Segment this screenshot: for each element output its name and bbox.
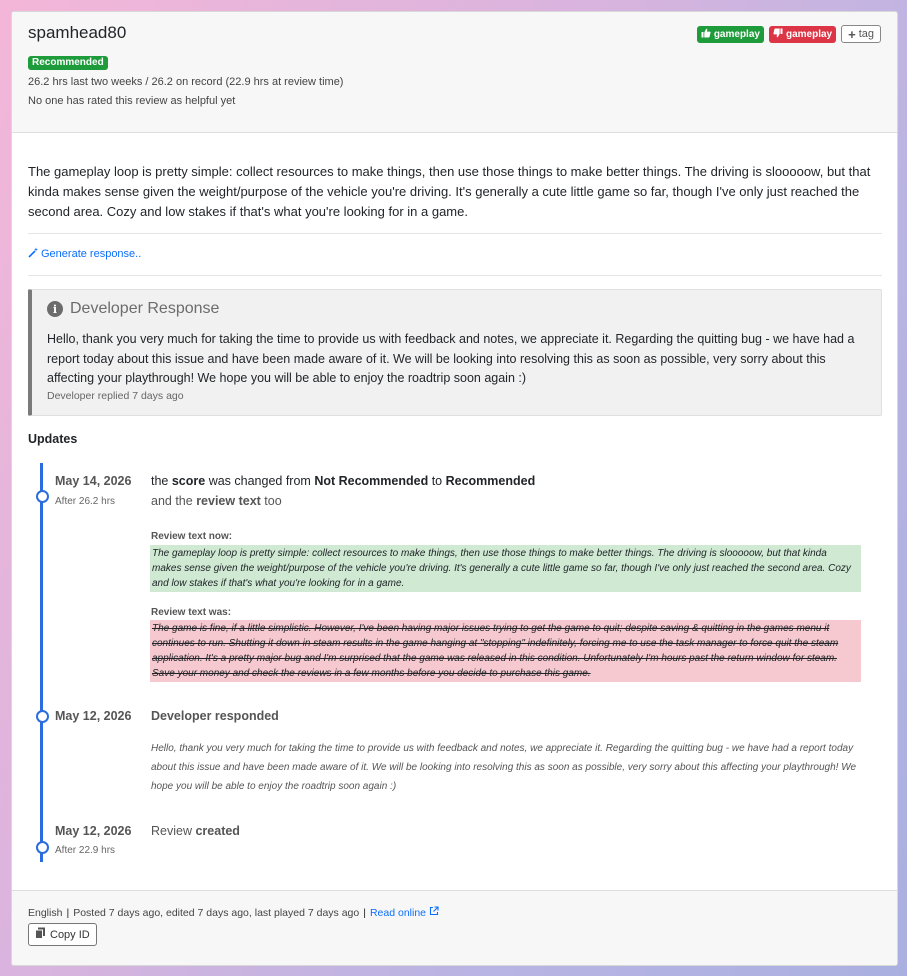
external-link-icon bbox=[429, 906, 439, 919]
update-title: Review created bbox=[151, 824, 240, 838]
info-icon: i bbox=[47, 301, 63, 317]
update-date: May 12, 2026 bbox=[55, 709, 132, 723]
timeline-dot bbox=[36, 710, 49, 723]
thumbs-up-icon bbox=[701, 28, 711, 41]
helpful-text: No one has rated this review as helpful yet bbox=[28, 95, 236, 107]
plus-icon: + bbox=[848, 26, 856, 42]
timeline-dot bbox=[36, 841, 49, 854]
negative-tag-label: gameplay bbox=[785, 28, 833, 40]
generate-response-label: Generate response.. bbox=[41, 248, 142, 260]
review-text-now-label: Review text now: bbox=[151, 531, 233, 542]
negative-tag[interactable] bbox=[769, 26, 836, 43]
update-date: May 12, 2026 bbox=[55, 824, 132, 838]
username[interactable]: spamhead80 bbox=[28, 23, 127, 42]
update-subtitle: After 22.9 hrs bbox=[55, 845, 116, 856]
review-text-was-label: Review text was: bbox=[151, 607, 232, 618]
update-title: Developer responded bbox=[151, 709, 279, 723]
recommended-badge: Recommended bbox=[28, 56, 108, 70]
update-subtitle: After 26.2 hrs bbox=[55, 496, 116, 507]
review-text: The gameplay loop is pretty simple: collect resources to make things, then use those things to make better things. The driving is slooooow, but that kinda makes sense given the weight/purpose of the vehicle you're driving. It's generally a cute little game so far, though I've only just reached the second area. Cozy and low stakes if that's what you're looking for in a game. bbox=[28, 164, 871, 219]
magic-wand-icon bbox=[28, 247, 39, 261]
developer-response-meta: Developer replied 7 days ago bbox=[47, 390, 184, 402]
review-card bbox=[11, 11, 898, 966]
positive-tag-label: gameplay bbox=[713, 28, 760, 40]
update-text-change: and the review text too bbox=[151, 494, 282, 508]
add-tag-label: tag bbox=[858, 28, 874, 40]
generate-response-link[interactable] bbox=[28, 247, 141, 261]
timeline-dot bbox=[36, 490, 49, 503]
copy-icon bbox=[35, 927, 46, 942]
playtime-text: 26.2 hrs last two weeks / 26.2 on record (22.9 hrs at review time) bbox=[28, 76, 344, 88]
divider bbox=[28, 275, 882, 276]
developer-response-title-text: Developer Response bbox=[70, 300, 220, 317]
copy-id-button[interactable] bbox=[28, 923, 97, 946]
thumbs-down-icon bbox=[773, 28, 783, 41]
developer-response-title bbox=[47, 300, 219, 318]
divider bbox=[28, 233, 882, 234]
read-online-link[interactable] bbox=[370, 906, 439, 919]
read-online-label: Read online bbox=[369, 906, 427, 919]
update-date: May 14, 2026 bbox=[55, 474, 132, 488]
separator: | bbox=[363, 906, 366, 919]
review-text-now: The gameplay loop is pretty simple: collect resources to make things, then use those things to make better things. The driving is slooooow, but that kinda makes sense given the weight/purpose of the vehicle you're driving. It's generally a cute little game so far, though I've only just reached the second area. Cozy and low stakes if that's what you're looking for in a game. bbox=[150, 545, 861, 592]
posted-info: Posted 7 days ago, edited 7 days ago, last played 7 days ago bbox=[73, 906, 360, 919]
developer-response-box bbox=[28, 289, 882, 416]
update-score-change: the score was changed from Not Recommended to Recommended bbox=[151, 474, 536, 488]
review-text-was: The game is fine, if a little simplistic. However, I've been having major issues trying to get the game to quit; despite saving & quitting in the games menu it continues to run. Shutting it down in steam results in the game hanging at "stopping" indefinitely, forcing me to use the task manager to force quit the steam application. It's a pretty major bug and I'm surprised that the game was released in this condition. Unfortunately I'm hours past the return window for steam. Save your money and check the reviews in a few months before you decide to purchase this game. bbox=[150, 620, 861, 682]
footer-meta bbox=[28, 906, 439, 919]
copy-id-label: Copy ID bbox=[50, 928, 90, 941]
language-label: English bbox=[28, 906, 63, 919]
timeline-line bbox=[40, 463, 43, 862]
updates-heading: Updates bbox=[28, 432, 78, 446]
developer-response-quote: Hello, thank you very much for taking the time to provide us with feedback and notes, we appreciate it. Regarding the quitting bug - we have had a report today about this issue and have been made aware of it. We will be looking into resolving this as soon as possible, very sorry about this affecting your playthrough! We hope you will be able to enjoy the roadtrip soon again :) bbox=[151, 743, 857, 792]
add-tag-button[interactable] bbox=[841, 25, 881, 43]
developer-response-text: Hello, thank you very much for taking the time to provide us with feedback and notes, we appreciate it. Regarding the quitting bug - we have had a report today about this issue and have been made aware of it. We will be looking into resolving this as soon as possible, very sorry about this affecting your playthrough! We hope you will be able to enjoy the roadtrip soon again :) bbox=[47, 332, 855, 385]
review-header bbox=[12, 12, 897, 133]
review-footer bbox=[12, 890, 897, 966]
positive-tag[interactable] bbox=[697, 26, 764, 43]
tag-group bbox=[697, 25, 881, 43]
separator: | bbox=[66, 906, 70, 919]
